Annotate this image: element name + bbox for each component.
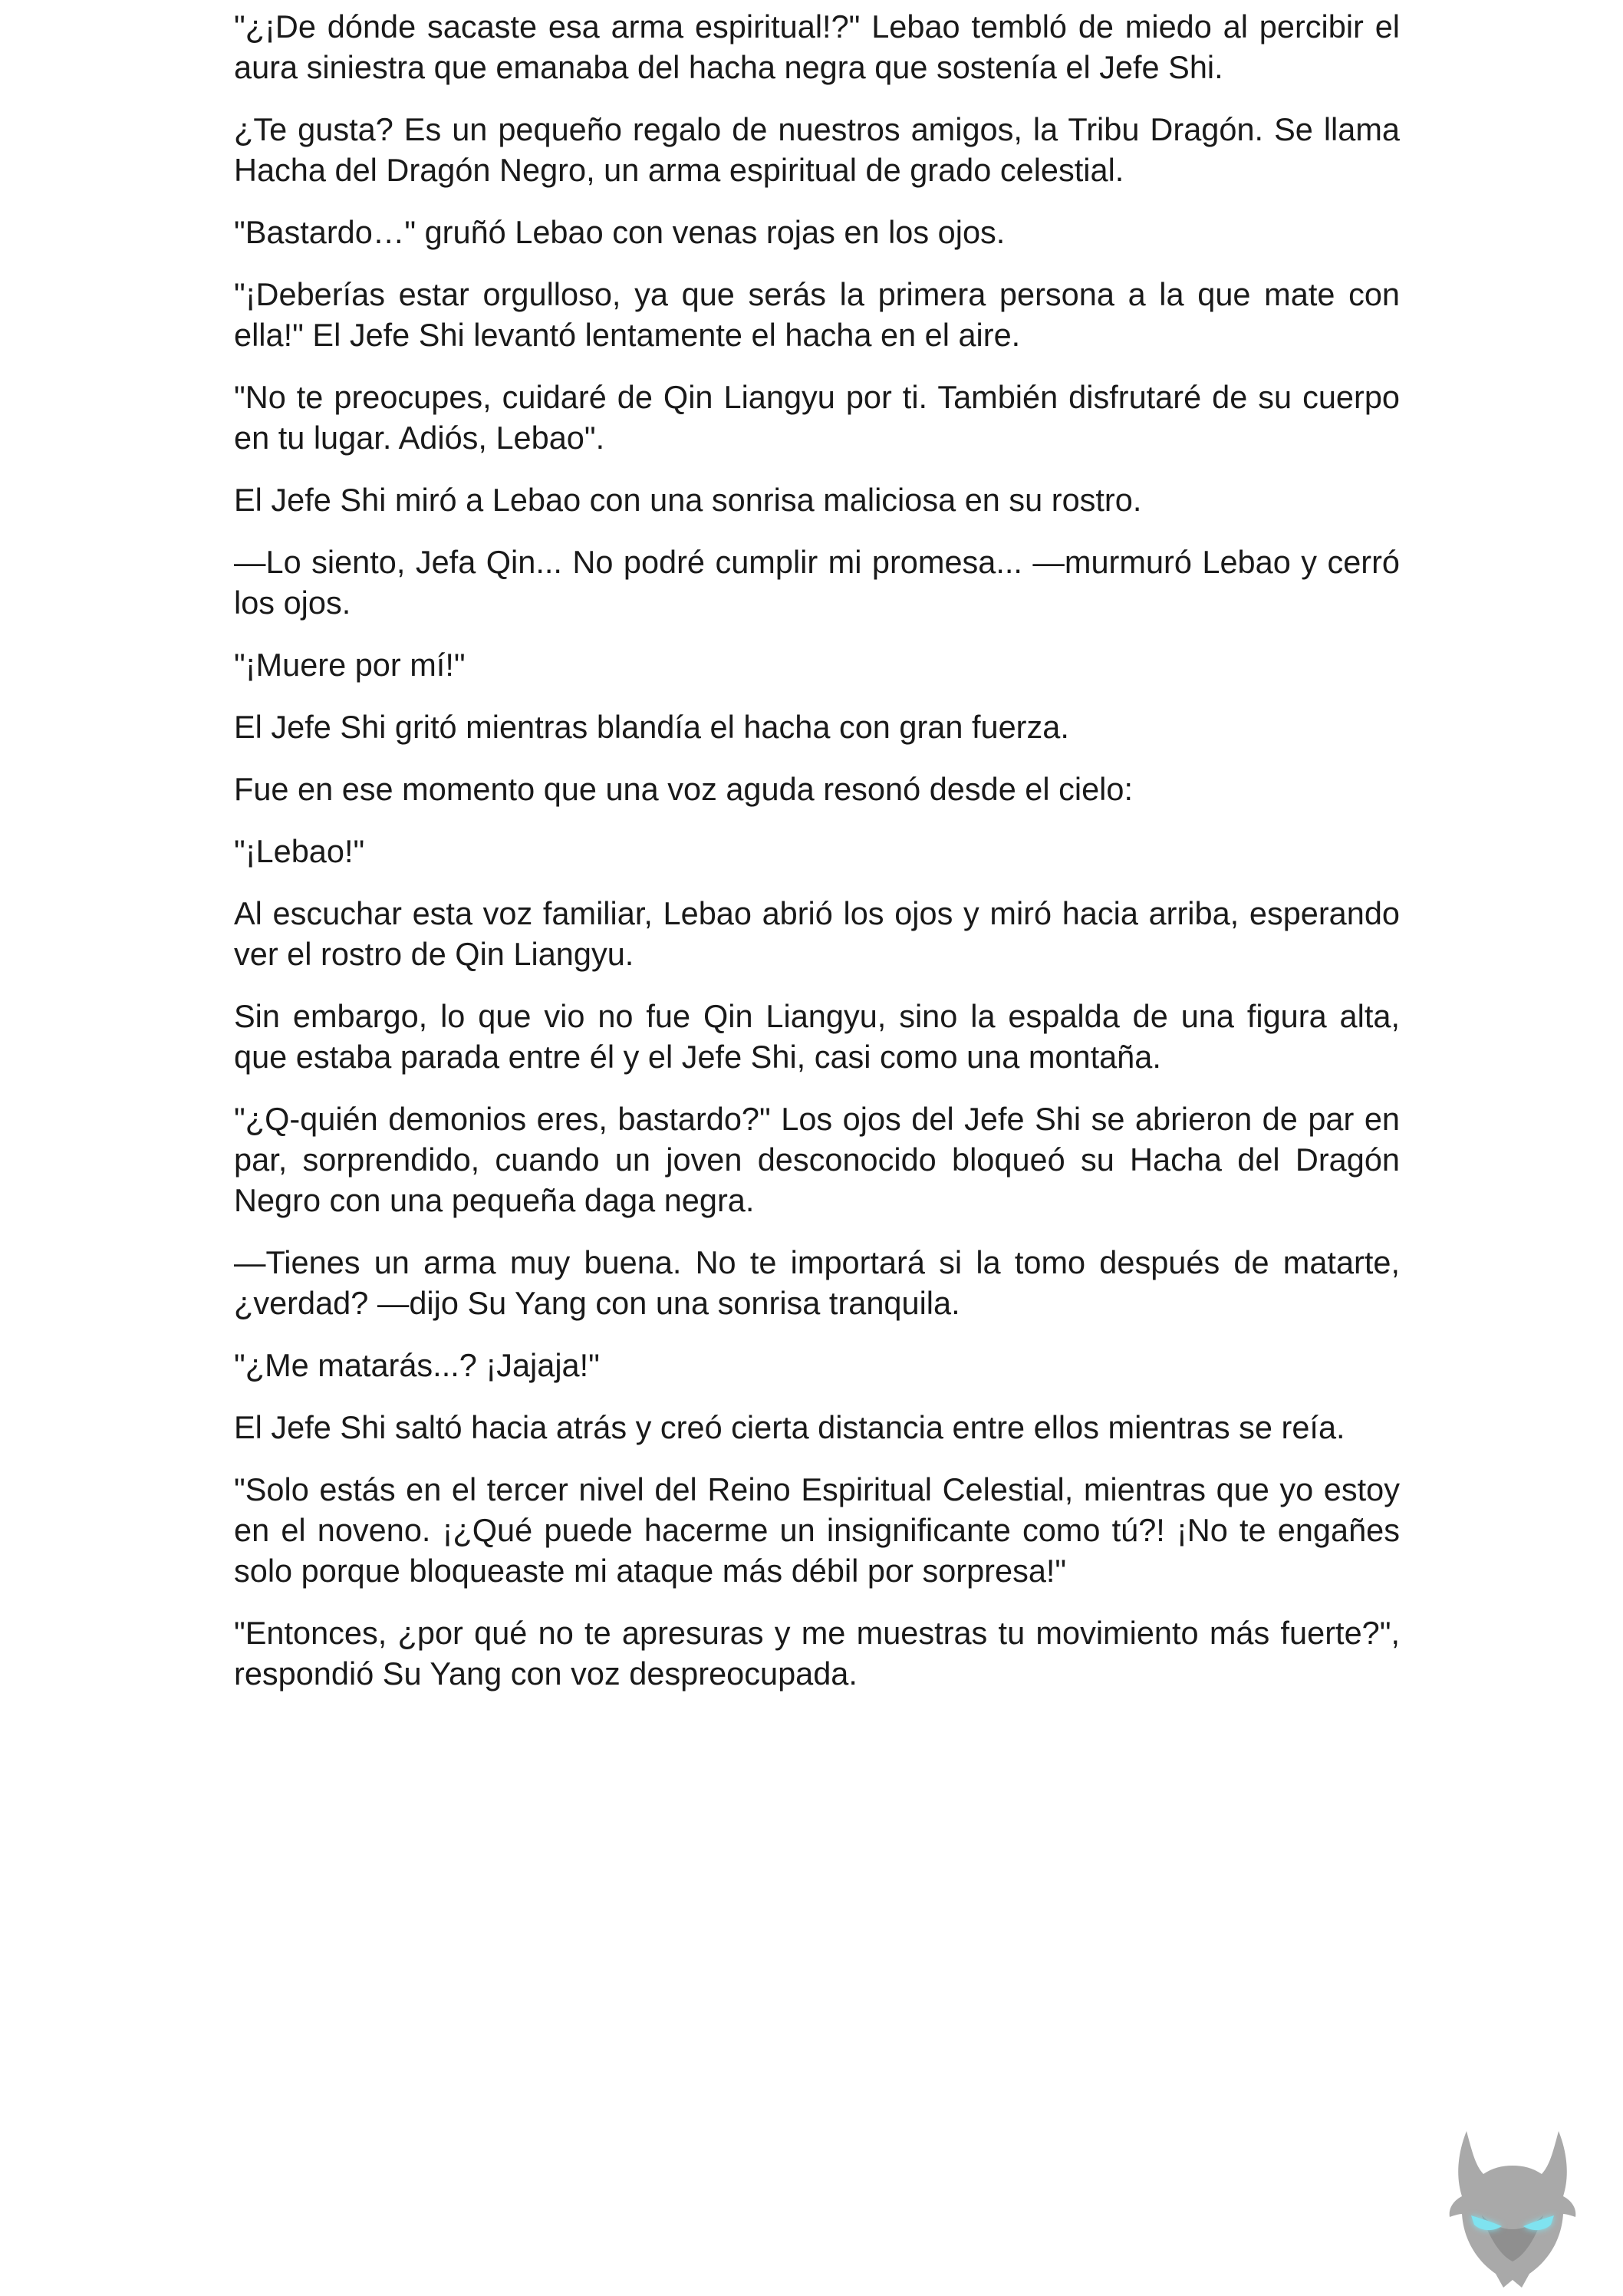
paragraph-12: Al escuchar esta voz familiar, Lebao abrió los ojos y miró hacia arriba, esperando ver el rostro de Qin Liangyu. — [234, 895, 1400, 972]
paragraph-2: ¿Te gusta? Es un pequeño regalo de nuestros amigos, la Tribu Dragón. Se llama Hacha del Dragón Negro, un arma espiritual de grado celestial. — [234, 111, 1400, 188]
paragraph-11: "¡Lebao!" — [234, 833, 365, 869]
paragraph-8: "¡Muere por mí!" — [234, 647, 466, 683]
paragraph-19: "Entonces, ¿por qué no te apresuras y me muestras tu movimiento más fuerte?", respondió Su Yang con voz despreocupada. — [234, 1615, 1400, 1692]
logo-head-shape — [1450, 2131, 1576, 2288]
paragraph-10: Fue en ese momento que una voz aguda resonó desde el cielo: — [234, 771, 1134, 807]
paragraph-18: "Solo estás en el tercer nivel del Reino Espiritual Celestial, mientras que yo estoy en el noveno. ¡¿Qué puede hacerme un insignificante como tú?! ¡No te engañes solo porque bloqueaste mi ataque más débil por sorpresa!" — [234, 1471, 1400, 1589]
paragraph-17: El Jefe Shi saltó hacia atrás y creó cierta distancia entre ellos mientras se reía. — [234, 1409, 1345, 1445]
paragraph-16: "¿Me matarás...? ¡Jajaja!" — [234, 1347, 600, 1383]
paragraph-15: —Tienes un arma muy buena. No te importará si la tomo después de matarte, ¿verdad? —dijo Su Yang con una sonrisa tranquila. — [234, 1244, 1400, 1321]
paragraph-14: "¿Q-quién demonios eres, bastardo?" Los ojos del Jefe Shi se abrieron de par en par, sorprendido, cuando un joven desconocido bloqueó su Hacha del Dragón Negro con una pequeña daga negra. — [234, 1101, 1400, 1218]
paragraph-13: Sin embargo, lo que vio no fue Qin Liangyu, sino la espalda de una figura alta, que estaba parada entre él y el Jefe Shi, casi como una montaña. — [234, 998, 1400, 1075]
paragraph-6: El Jefe Shi miró a Lebao con una sonrisa maliciosa en su rostro. — [234, 482, 1142, 518]
paragraph-4: "¡Deberías estar orgulloso, ya que serás la primera persona a la que mate con ella!" El Jefe Shi levantó lentamente el hacha en el aire. — [234, 276, 1400, 353]
demon-head-icon — [1436, 2123, 1589, 2292]
paragraph-3: "Bastardo…" gruñó Lebao con venas rojas en los ojos. — [234, 214, 1006, 250]
document-body — [234, 6, 1400, 1715]
paragraph-9: El Jefe Shi gritó mientras blandía el hacha con gran fuerza. — [234, 709, 1069, 745]
paragraph-5: "No te preocupes, cuidaré de Qin Liangyu por ti. También disfrutaré de su cuerpo en tu lugar. Adiós, Lebao". — [234, 379, 1400, 456]
paragraph-1: "¿¡De dónde sacaste esa arma espiritual!?" Lebao tembló de miedo al percibir el aura siniestra que emanaba del hacha negra que sostenía el Jefe Shi. — [234, 8, 1400, 85]
paragraph-7: —Lo siento, Jefa Qin... No podré cumplir mi promesa... —murmuró Lebao y cerró los ojos. — [234, 544, 1400, 621]
